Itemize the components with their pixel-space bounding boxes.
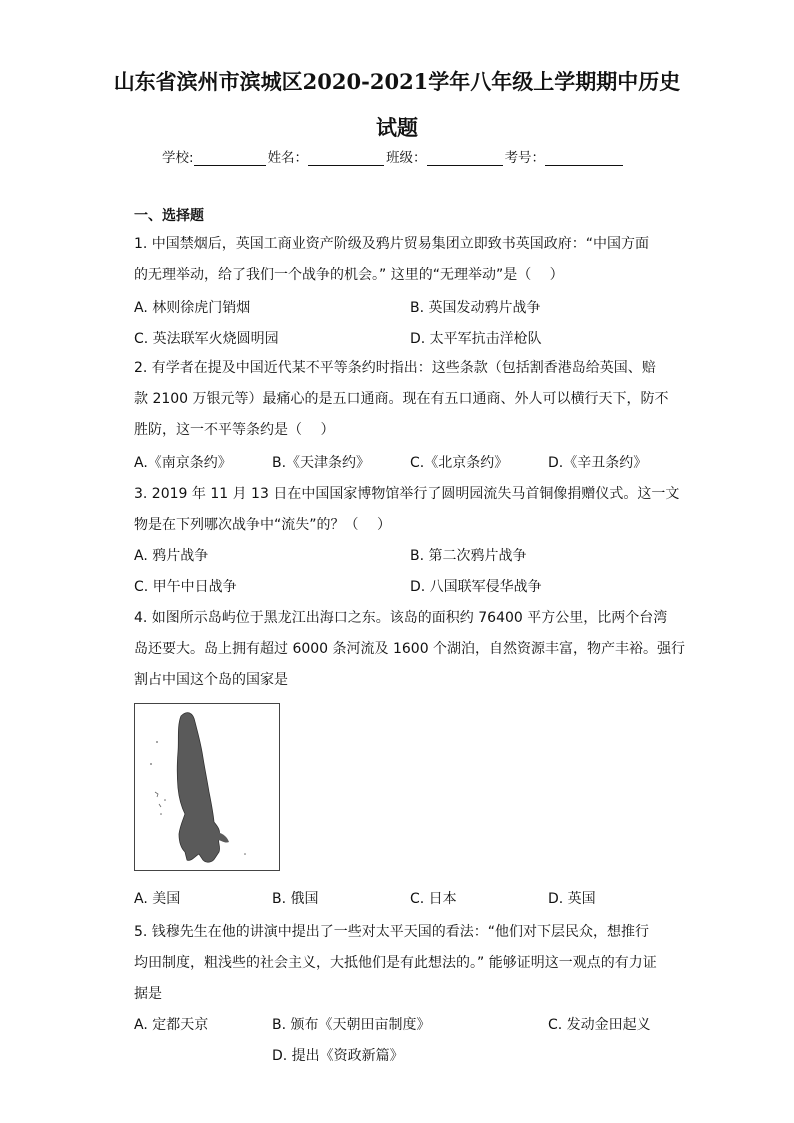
question-5-option-c[interactable]: C. 发动金田起义 [548,1017,651,1033]
question-4-option-a[interactable]: A. 美国 [134,891,181,907]
question-4-option-d[interactable]: D. 英国 [548,891,596,907]
section-title: 一、选择题 [134,208,204,224]
question-2-option-d[interactable]: D.《辛丑条约》 [548,455,648,471]
question-2-option-a[interactable]: A.《南京条约》 [134,455,232,471]
question-5-option-d[interactable]: D. 提出《资政新篇》 [272,1048,404,1064]
name-label: 姓名： [267,150,309,166]
question-5-option-b[interactable]: B. 颁布《天朝田亩制度》 [272,1017,431,1033]
question-1-line-2: 的无理举动，给了我们一个战争的机会。” 这里的“无理举动”是（ ） [134,267,564,283]
question-2-line-2: 款 2100 万银元等）最痛心的是五口通商。现在有五口通商、外人可以横行天下，防不 [134,391,669,407]
sakhalin-island-map [134,703,280,871]
school-blank[interactable] [194,151,266,166]
question-2-line-1: 2. 有学者在提及中国近代某不平等条约时指出：这些条款（包括割香港岛给英国、赔 [134,360,656,376]
question-4-option-b[interactable]: B. 俄国 [272,891,319,907]
question-4-line-2: 岛还要大。岛上拥有超过 6000 条河流及 1600 个湖泊，自然资源丰富，物产丰裕。强行 [134,641,686,657]
school-label: 学校: [162,150,194,166]
question-1-option-d[interactable]: D. 太平军抗击洋枪队 [410,331,542,347]
question-3-line-2: 物是在下列哪次战争中“流失”的？（ ） [134,517,391,533]
class-blank[interactable] [427,151,503,166]
question-3-option-d[interactable]: D. 八国联军侵华战争 [410,579,542,595]
document-title-line1: 山东省滨州市滨城区2020-2021学年八年级上学期期中历史 [113,69,681,94]
question-3-line-1: 3. 2019 年 11 月 13 日在中国国家博物馆举行了圆明园流失马首铜像捐赠仪式。这一文 [134,486,680,502]
question-3-option-b[interactable]: B. 第二次鸦片战争 [410,548,527,564]
document-title-line2: 试题 [376,115,418,140]
exam-no-label: 考号： [504,150,546,166]
question-3-option-a[interactable]: A. 鸦片战争 [134,548,209,564]
question-4-line-1: 4. 如图所示岛屿位于黑龙江出海口之东。该岛的面积约 76400 平方公里，比两个台湾 [134,610,668,626]
student-info-row [162,146,625,166]
question-2-option-b[interactable]: B.《天津条约》 [272,455,371,471]
question-5-line-1: 5. 钱穆先生在他的讲演中提出了一些对太平天国的看法：“他们对下层民众，想推行 [134,924,650,940]
question-2-line-3: 胜防，这一不平等条约是（ ） [134,422,335,438]
question-1-line-1: 1. 中国禁烟后，英国工商业资产阶级及鸦片贸易集团立即致书英国政府：“中国方面 [134,236,650,252]
class-label: 班级： [386,150,427,166]
question-5-line-2: 均田制度，粗浅些的社会主义，大抵他们是有此想法的。” 能够证明这一观点的有力证 [134,955,657,971]
question-4-line-3: 割占中国这个岛的国家是 [134,672,288,688]
question-5-option-a[interactable]: A. 定都天京 [134,1017,209,1033]
exam-no-blank[interactable] [545,151,623,166]
question-4-option-c[interactable]: C. 日本 [410,891,457,907]
question-1-option-c[interactable]: C. 英法联军火烧圆明园 [134,331,279,347]
question-3-option-c[interactable]: C. 甲午中日战争 [134,579,237,595]
question-5-line-3: 据是 [134,986,162,1002]
question-1-option-b[interactable]: B. 英国发动鸦片战争 [410,300,541,316]
question-1-option-a[interactable]: A. 林则徐虎门销烟 [134,300,251,316]
island-map-image [135,704,279,870]
question-2-option-c[interactable]: C.《北京条约》 [410,455,509,471]
name-blank[interactable] [308,151,384,166]
